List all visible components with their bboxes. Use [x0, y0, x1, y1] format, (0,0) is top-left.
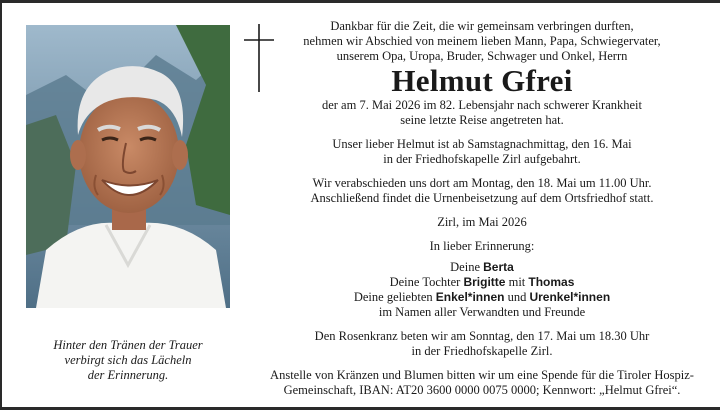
mourner-connector: und: [507, 290, 527, 304]
quote-line: Hinter den Tränen der Trauer: [53, 338, 203, 352]
laid-out-line: Unser lieber Helmut ist ab Samstagnachmittag, den 16. Mai: [332, 137, 632, 151]
death-notice-line: der am 7. Mai 2026 im 82. Lebensjahr nach schwerer Krankheit: [321, 98, 643, 112]
mourner-name: Thomas: [528, 275, 575, 289]
top-border: [0, 0, 720, 3]
mourners-list: [262, 260, 702, 320]
place-date: Zirl, im Mai 2026: [437, 215, 527, 229]
intro-line: Dankbar für die Zeit, die wir gemeinsam verbringen durften,: [330, 19, 634, 33]
rosary-line: Den Rosenkranz beten wir am Sonntag, den 17. Mai um 18.30 Uhr: [314, 329, 650, 343]
quote-line: der Erinnerung.: [87, 368, 169, 382]
farewell-notice: [262, 176, 702, 206]
left-border: [0, 0, 2, 410]
death-notice-line: seine letzte Reise angetreten hat.: [400, 113, 564, 127]
mourner-prefix: Deine Tochter: [389, 275, 461, 289]
farewell-line: Wir verabschieden uns dort am Montag, den 18. Mai um 11.00 Uhr.: [312, 176, 652, 190]
notice-text: [262, 19, 702, 398]
laid-out-line: in der Friedhofskapelle Zirl aufgebahrt.: [383, 152, 581, 166]
portrait-photo: [26, 25, 230, 308]
intro-line: nehmen wir Abschied von meinem lieben Mann, Papa, Schwiegervater,: [303, 34, 661, 48]
intro-line: unserem Opa, Uropa, Bruder, Schwager und Onkel, Herrn: [336, 49, 628, 63]
mourner-name: Brigitte: [463, 275, 506, 289]
mourner-name: Urenkel*innen: [529, 290, 611, 304]
rosary-notice: [262, 329, 702, 359]
quote-line: verbirgt sich das Lächeln: [64, 353, 192, 367]
donation-notice: [262, 368, 702, 398]
mourner-daughter: [262, 275, 702, 290]
rosary-line: in der Friedhofskapelle Zirl.: [411, 344, 553, 358]
mourner-relatives: im Namen aller Verwandten und Freunde: [378, 305, 586, 319]
mourner-name: Berta: [483, 260, 514, 274]
memorial-quote: [26, 338, 230, 383]
mourner-wife: [262, 260, 702, 275]
mourner-prefix: Deine: [450, 260, 481, 274]
donation-line: Anstelle von Kränzen und Blumen bitten wir um eine Spende für die Tiroler Hospiz-: [270, 368, 694, 382]
laid-out-notice: [262, 137, 702, 167]
deceased-name: Helmut Gfrei: [391, 63, 573, 98]
mourner-name: Enkel*innen: [435, 290, 505, 304]
memory-heading: In lieber Erinnerung:: [429, 239, 535, 253]
mourner-grandchildren: [262, 290, 702, 305]
mourner-connector: mit: [508, 275, 526, 289]
death-notice: [262, 98, 702, 128]
donation-line: Gemeinschaft, IBAN: AT20 3600 0000 0075 0000; Kennwort: „Helmut Gfrei“.: [283, 383, 681, 397]
farewell-line: Anschließend findet die Urnenbeisetzung auf dem Ortsfriedhof statt.: [310, 191, 654, 205]
mourner-prefix: Deine geliebten: [353, 290, 433, 304]
intro-text: [262, 19, 702, 64]
